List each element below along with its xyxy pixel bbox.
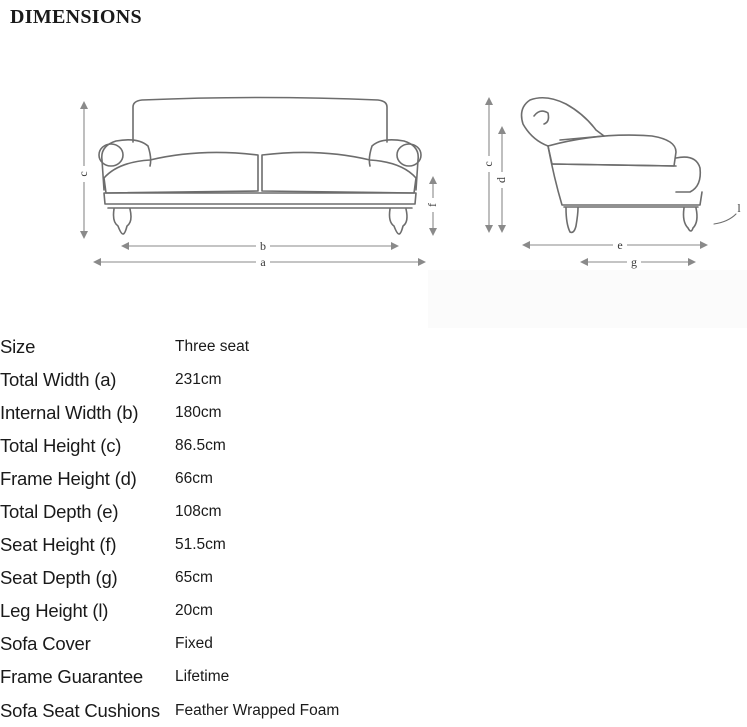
dimension-label-f: f (425, 203, 439, 207)
dimension-label-d: d (494, 177, 508, 183)
spec-label: Leg Height (l) (0, 600, 109, 622)
spec-label: Total Height (c) (0, 434, 122, 456)
spec-value: 231cm (175, 370, 222, 388)
spec-value: Feather Wrapped Foam (175, 701, 340, 719)
spec-row-internal-width (0, 396, 747, 429)
spec-row-sofa-cover (0, 628, 747, 661)
sofa-dimension-diagram (0, 0, 747, 330)
spec-row-seat-height (0, 529, 747, 562)
spec-label: Internal Width (b) (0, 401, 139, 423)
spec-row-total-width (0, 363, 747, 396)
spec-label: Seat Depth (g) (0, 567, 118, 589)
spec-value: Lifetime (175, 668, 230, 686)
spec-row-seat-depth (0, 562, 747, 595)
spec-label: Seat Height (f) (0, 534, 117, 556)
spec-label: Sofa Cover (0, 633, 91, 655)
spec-label: Total Depth (e) (0, 501, 119, 523)
spec-value: 66cm (175, 469, 213, 487)
side-dimension-lines (481, 97, 741, 269)
sofa-front-view (99, 98, 421, 235)
dimension-label-c-side: c (481, 161, 495, 167)
dimension-label-l: l (737, 201, 741, 215)
spec-label: Frame Guarantee (0, 666, 144, 688)
spec-value: 86.5cm (175, 436, 226, 454)
spec-row-frame-guarantee (0, 661, 747, 694)
spec-value: 180cm (175, 403, 222, 421)
specifications-table (0, 330, 747, 727)
dimension-label-c-front: c (76, 171, 90, 177)
dimension-label-a: a (260, 255, 266, 269)
spec-value: Fixed (175, 635, 213, 653)
spec-label: Size (0, 335, 36, 357)
spec-value: 108cm (175, 503, 222, 521)
dimension-label-e: e (617, 238, 623, 252)
spec-row-total-height (0, 429, 747, 462)
spec-label: Sofa Seat Cushions (0, 699, 160, 721)
dimension-label-b: b (260, 239, 266, 253)
spec-row-seat-cushions (0, 694, 747, 727)
spec-value: 65cm (175, 569, 213, 587)
sofa-side-view (522, 98, 736, 233)
spec-label: Frame Height (d) (0, 467, 137, 489)
spec-row-frame-height (0, 462, 747, 495)
spec-row-leg-height (0, 595, 747, 628)
spec-value: Three seat (175, 337, 250, 355)
page-title: DIMENSIONS (10, 6, 142, 28)
spec-row-total-depth (0, 495, 747, 528)
dimension-label-g: g (631, 255, 637, 269)
spec-row-size (0, 330, 747, 363)
spec-value: 20cm (175, 602, 213, 620)
spec-value: 51.5cm (175, 536, 226, 554)
spec-label: Total Width (a) (0, 368, 117, 390)
